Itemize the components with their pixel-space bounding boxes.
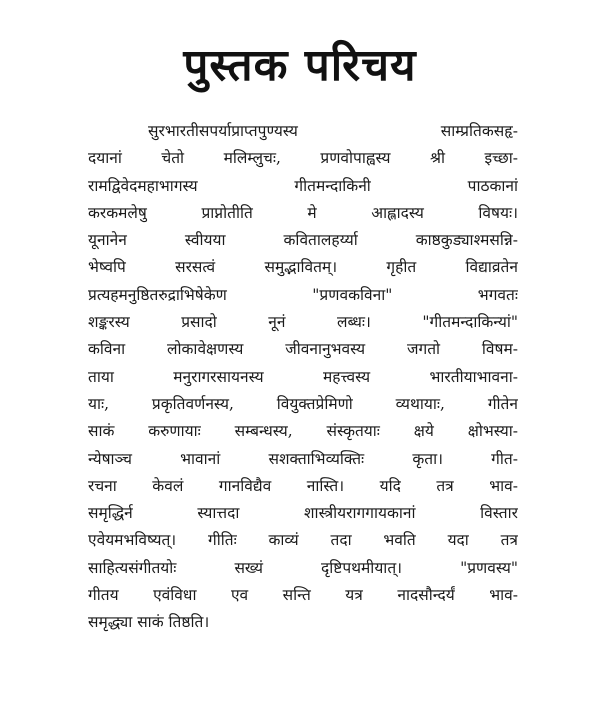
text-line: ताया मनुरागरसायनस्य महत्त्वस्य भारतीयाभावना- — [88, 367, 518, 386]
text-line: एवेयमभविष्यत्। गीतिः काव्यं तदा भवति यदा तत्र — [88, 531, 518, 550]
text-line: यूनानेन स्वीयया कवितालहर्य्या काष्ठकुड्याश्मसन्नि- — [88, 231, 518, 250]
text-line: याः, प्रकृतिवर्णनस्य, वियुक्तप्रेमिणो व्यथायाः, गीतेन — [88, 394, 518, 413]
text-line: रामद्विवेदमहाभागस्य गीतमन्दाकिनी पाठकानां — [88, 176, 518, 195]
text-line: सुरभारतीसपर्याप्राप्तपुण्यस्य साम्प्रतिकसहृ- — [148, 122, 518, 140]
text-line: समृद्धिर्न स्यात्तदा शास्त्रीयरागगायकानां विस्तार — [88, 504, 518, 523]
text-line: रचना केवलं गानविद्यैव नास्ति। यदि तत्र भाव- — [88, 476, 518, 495]
text-line: न्येषाञ्च भावानां सशक्ताभिव्यक्तिः कृता। गीत- — [88, 449, 518, 468]
text-line: गीतय एवंविधा एव सन्ति यत्र नादसौन्दर्यं भाव- — [88, 586, 518, 605]
text-line: कविना लोकावेक्षणस्य जीवनानुभवस्य जगतो विषम- — [88, 340, 518, 359]
page-title: पुस्तक परिचय — [183, 40, 417, 91]
body-paragraph — [88, 118, 518, 637]
text-line: दयानां चेतो मलिम्लुचः, प्रणवोपाह्वस्य श्री इच्छा- — [88, 149, 518, 168]
text-line: भेष्वपि सरसत्वं समुद्भावितम्। गृहीत विद्याव्रतेन — [88, 258, 518, 277]
text-line: प्रत्यहमनुष्ठितरुद्राभिषेकेण "प्रणवकविना" भगवतः — [88, 285, 518, 304]
text-line: साहित्यसंगीतयोः सख्यं दृष्टिपथमीयात्। "प्रणवस्य" — [88, 558, 518, 577]
text-line: साकं करुणायाः सम्बन्धस्य, संस्कृतयाः क्षये क्षोभस्या- — [88, 422, 518, 441]
text-line-last: समृद्ध्या साकं तिष्ठति। — [88, 613, 210, 632]
text-line: शङ्करस्य प्रसादो नूनं लब्धः। "गीतमन्दाकिन्यां" — [88, 313, 518, 332]
text-line: करकमलेषु प्राप्नोतीति मे आह्लादस्य विषयः। — [88, 203, 518, 222]
